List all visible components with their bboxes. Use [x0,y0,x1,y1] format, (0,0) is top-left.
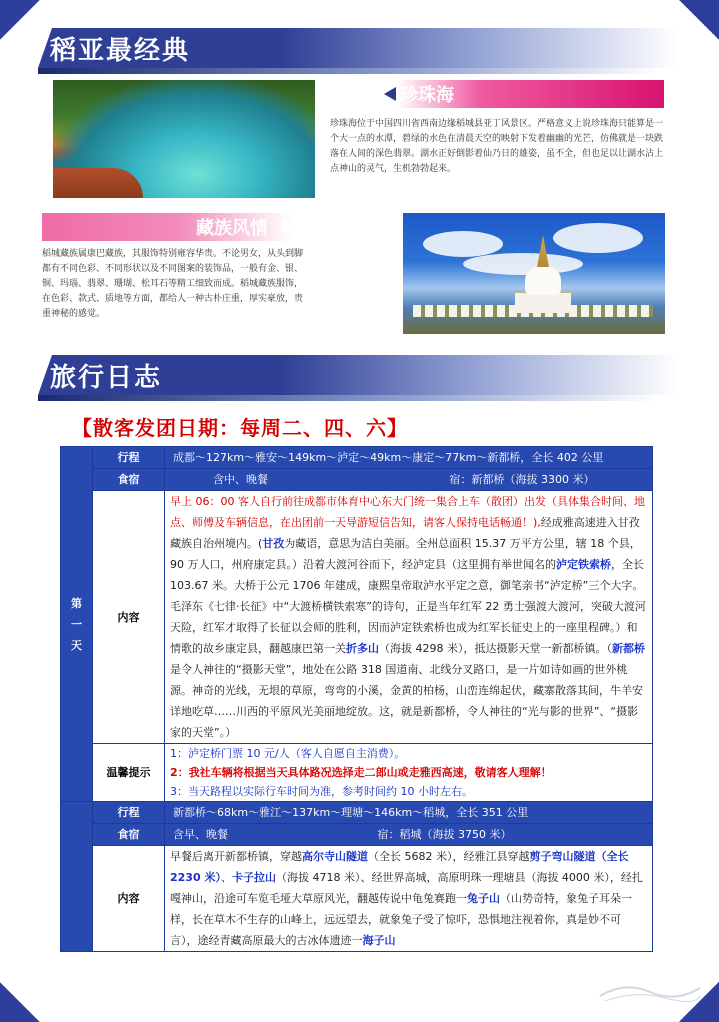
meals-label: 食宿 [93,469,165,491]
corner-decoration-top-left [0,0,40,40]
route-value: 成都～127km～雅安～149km～泸定～49km～康定～77km～新都桥，全长 402 公里 [165,447,653,469]
content-text-2: 早餐后离开新都桥镇，穿越高尔寺山隧道（全长 5682 米），经雅江县穿越剪子弯山隧道（全长 2230 米）、卡子拉山（海拔 4718 米）、经世界高城，高原明珠一理塘县（海拔 4000 米），经扎嘎神山，沿途可车览毛垭大草原风光，翻越传说中龟兔赛跑一兔子山（山势奇特，象兔子耳朵一样，长在草木不生存的山峰上，远远望去，就象兔子受了惊吓，恐惧地注视着你，真是妙不可言），途经青藏高原最大的古冰体遗迹一海子山 [165,846,653,952]
day-label-2 [61,802,93,952]
tag-tibetan-customs-label: 藏族风情 [196,218,268,239]
tibetan-customs-description: 稻城藏族属康巴藏族，其服饰特别雍容华贵。不论男女，从头到脚都有不同色彩、不同形状以及不同图案的装饰品，一般有金、银、铜、玛瑙、翡翠、珊瑚、松耳石等精工细致而成。稻城藏族服饰，在色彩、款式、质地等方面，都给人一种古朴庄重，厚实豪放，贵重神秘的感觉。 [42,249,304,319]
content-text: 早上 06：00 客人自行前往成都市体育中心东大门统一集合上车（散团）出发（具体集合时间、地点、师傅及车辆信息，在出团前一天导游短信告知，请客人保持电话畅通！),经成雅高速进入甘孜藏族自治州境内。(甘孜为藏语，意思为洁白美丽。全州总面积 15.37 万平方公里，辖 18 个县，90 万人口，州府康定县。）沿着大渡河谷而下，经泸定县（这里拥有举世闻名的泸定铁索桥，全长 103.67 米。大桥于公元 1706 年建成，康熙皇帝取泸水平定之意，御笔亲书“泸定桥”三个大字。毛泽东《七律·长征》中“大渡桥横铁索寒”的诗句，正是当年红军 22 勇士强渡大渡河，突破大渡河天险，红军才取得了长征以会师的胜利，因而泸定铁索桥也成为红军长征史上的一座里程碑。）和情歌的故乡康定县，翻越康巴第一关折多山（海拔 4298 米），抵达摄影天堂一新都桥镇。（新都桥是令人神往的“摄影天堂”，地处在公路 318 国道南、北线分叉路口，是一片如诗如画的世外桃源。神奇的光线，无垠的草原，弯弯的小溪，金黄的柏杨，山峦连绵起伏，藏寨散落其间，牛羊安详地吃草……川西的平原风光美丽地绽放。这，就是新都桥，令人神往的“光与影的世界”、“摄影家的天堂”。） [165,491,653,744]
watermark-logo [595,976,705,1006]
route-label-2: 行程 [93,802,165,824]
right-arrow-icon [282,220,294,234]
meals-label-2: 食宿 [93,824,165,846]
section-banner-travel-log [38,355,162,395]
pearl-lake-description: 珍珠海位于中国四川省西南边缘稻城县亚丁风景区。严格意义上说珍珠海只能算是一个大一点的水潭，碧绿的水色在清晨天空的映射下发着幽幽的光芒，仿佛就是一块跌落在人间的深色翡翠。湖水正好倒影着仙乃日的雄姿，虽不全，但也足以让湖水沾上点神山的灵气，生机勃勃起来。 [330,119,664,174]
tips-text: 1：泸定桥门票 10 元/人（客人自愿自主消费）。 2：我社车辆将根据当天具体路况选择走二郎山或走雅西高速，敬请客人理解！ 3：当天路程以实际行车时间为准，参考时间约 10 小时左右。 [165,744,653,802]
tips-label: 温馨提示 [93,744,165,802]
tag-tibetan-customs [42,213,292,241]
tag-pearl-lake [330,80,664,108]
corner-decoration-bottom-left [0,982,40,1022]
white-stupa-photo [403,213,665,334]
route-value-2: 新都桥～68km～雅江～137km～理塘～146km～稻城，全长 351 公里 [165,802,653,824]
route-label: 行程 [93,447,165,469]
section-banner-classic [38,28,190,68]
section-title-travel-log: 旅行日志 [50,362,163,393]
meals-value-2: 含早、晚餐 宿：稻城（海拔 3750 米） [165,824,653,846]
meals-value: 含中、晚餐 宿：新都桥（海拔 3300 米） [165,469,653,491]
section-title-classic: 稻亚最经典 [50,35,191,66]
itinerary-table [60,446,653,952]
tag-pearl-lake-label: 珍珠海 [400,85,454,106]
corner-decoration-top-right [679,0,719,40]
day-label: 第一天 [61,447,93,802]
left-arrow-icon [384,87,396,101]
content-label: 内容 [93,491,165,744]
pearl-lake-photo [53,80,315,198]
content-label-2: 内容 [93,846,165,952]
schedule-heading: 【散客发团日期：每周二、四、六】 [72,416,408,440]
